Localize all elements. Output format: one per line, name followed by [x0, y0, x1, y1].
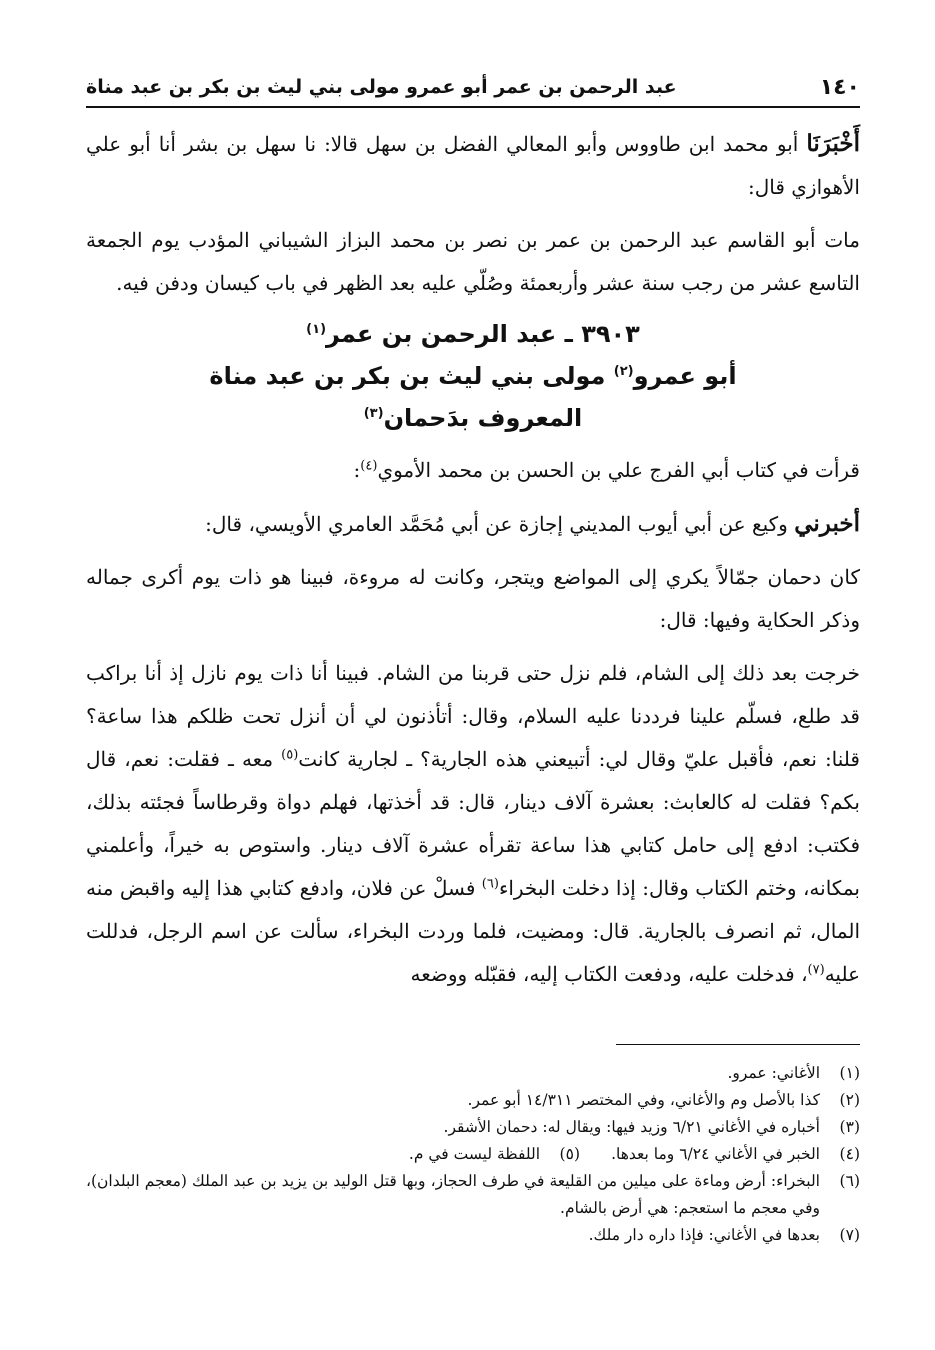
heading-line-3 — [86, 397, 860, 439]
paragraph-text: أبو محمد ابن طاووس وأبو المعالي الفضل بن سهل قالا: نا سهل بن بشر أنا أبو علي الأهوازي قال: — [86, 132, 860, 199]
footnote-ref: (٢) — [613, 364, 634, 379]
footnote-text: كذا بالأصل وم والأغاني، وفي المختصر ١٤/٣١١ أبو عمر. — [467, 1091, 820, 1109]
paragraph-text: فسلْ عن فلان، وادفع كتابي هذا إليه واقبض منه المال، ثم انصرف بالجارية. قال: ومضيت، فلما وردت البخراء، سألت عن اسم الرجل، فدللت عليه — [86, 876, 860, 986]
footnote — [86, 1114, 860, 1141]
footnote-number: (١) — [839, 1064, 860, 1082]
paragraph-text: وكيع عن أبي أيوب المديني إجازة عن أبي مُحَمَّد العامري الأويسي، قال: — [205, 512, 795, 536]
page-number: ١٤٠ — [819, 75, 860, 100]
footnote-number: (٤) — [839, 1145, 860, 1163]
paragraph-5: كان دحمان جمّالاً يكري إلى المواضع ويتجر، وكانت له مروءة، فبينا هو ذات يوم أكرى جماله وذكر الحكاية وفيها: قال: — [86, 565, 860, 632]
footnote-ref: (٥) — [281, 747, 299, 763]
footnote-ref: (٤) — [360, 458, 378, 474]
footnote-ref: (٧) — [807, 962, 825, 978]
footnote — [86, 1087, 860, 1114]
heading-text: ٣٩٠٣ ـ عبد الرحمن بن عمر — [326, 320, 640, 348]
running-head-title: عبد الرحمن بن عمر أبو عمرو مولى بني ليث بن بكر بن عبد مناة — [86, 76, 677, 98]
paragraph-text: ، فدخلت عليه، ودفعت الكتاب إليه، فقبّله ووضعه — [410, 962, 808, 986]
paragraph-text: خرجت بعد ذلك إلى الشام، فلم نزل حتى قربنا من الشام. فبينا أنا ذات يوم نازل إذ أنا براكب قد طلع، فسلّم علينا فرددنا عليه السلام، وقال: أتأذنون لي أن أنزل تحت ظلكم هذا ساعة؟ قلنا: نعم، فأقبل عليّ وقال لي: أتبيعني هذه الجارية؟ ـ لجارية كانت — [86, 661, 860, 771]
footnote — [86, 1168, 860, 1222]
heading-line-1 — [86, 313, 860, 355]
footnote-number: (٣) — [839, 1118, 860, 1136]
paragraph-4 — [86, 502, 860, 546]
footnote — [86, 1222, 860, 1249]
footnote-ref: (٣) — [363, 406, 384, 421]
running-head — [86, 66, 860, 108]
footnote-number: (٢) — [839, 1091, 860, 1109]
paragraph-3 — [86, 449, 860, 492]
heading-line-2 — [86, 355, 860, 397]
paragraph-text: معه ـ فقلت: نعم، قال بكم؟ فقلت له كالعابث: بعشرة آلاف دينار، قال: قد أخذتها، فهلم دواة وقرطاساً فجئته بذلك، فكتب: ادفع إلى حامل كتابي هذا ساعة تقرأه عشرة آلاف دينار. واستوص به خيراً، وأعلمني بمكانه، وختم الكتاب وقال: إذا دخلت البخراء — [86, 747, 861, 900]
footnote-pair-content — [86, 1141, 820, 1168]
lead-word: أَخْبَرَنَا — [806, 130, 860, 157]
footnote-text: البخراء: أرض وماءة على ميلين من القليعة في طرف الحجاز، وبها قتل الوليد بن يزيد بن عبد الملك (معجم البلدان)، وفي معجم ما استعجم: هي أرض بالشام. — [86, 1172, 820, 1217]
footnote-text: بعدها في الأغاني: فإذا داره دار ملك. — [588, 1226, 820, 1244]
paragraph-6 — [86, 652, 860, 996]
entry-heading — [86, 313, 860, 439]
footnote-text: الأغاني: عمرو. — [727, 1064, 820, 1082]
paragraph-text: : — [353, 458, 361, 482]
footnote-divider — [616, 1044, 860, 1045]
lead-word: أخبرني — [794, 510, 860, 537]
footnote-text: الخبر في الأغاني ٦/٢٤ وما بعدها. — [611, 1145, 820, 1163]
body-text — [86, 122, 860, 996]
footnote-text: أخباره في الأغاني ٦/٢١ وزيد فيها: ويقال له: دحمان الأشقر. — [443, 1118, 820, 1136]
footnote-ref: (٦) — [481, 876, 499, 892]
footnote-number: (٧) — [839, 1226, 860, 1244]
footnote-text: اللفظة ليست في م. — [408, 1145, 540, 1163]
footnotes — [86, 1060, 860, 1249]
paragraph-text: قرأت في كتاب أبي الفرج علي بن الحسن بن محمد الأموي — [377, 458, 860, 482]
footnote-number: (٥) — [559, 1145, 580, 1163]
heading-text: المعروف بدَحمان — [383, 404, 583, 432]
footnote — [86, 1060, 860, 1087]
footnote-ref: (١) — [306, 322, 327, 337]
heading-text: مولى بني ليث بن بكر بن عبد مناة — [209, 362, 614, 390]
footnote-pair — [86, 1141, 860, 1168]
heading-text: أبو عمرو — [633, 362, 737, 390]
footnote-number: (٦) — [839, 1172, 860, 1190]
paragraph-2: مات أبو القاسم عبد الرحمن بن عمر بن نصر بن محمد البزاز الشيباني المؤدب يوم الجمعة التاسع عشر من رجب سنة عشر وأربعمئة وصُلّي عليه بعد الظهر في باب كيسان ودفن فيه. — [86, 228, 860, 295]
paragraph-1 — [86, 122, 860, 209]
